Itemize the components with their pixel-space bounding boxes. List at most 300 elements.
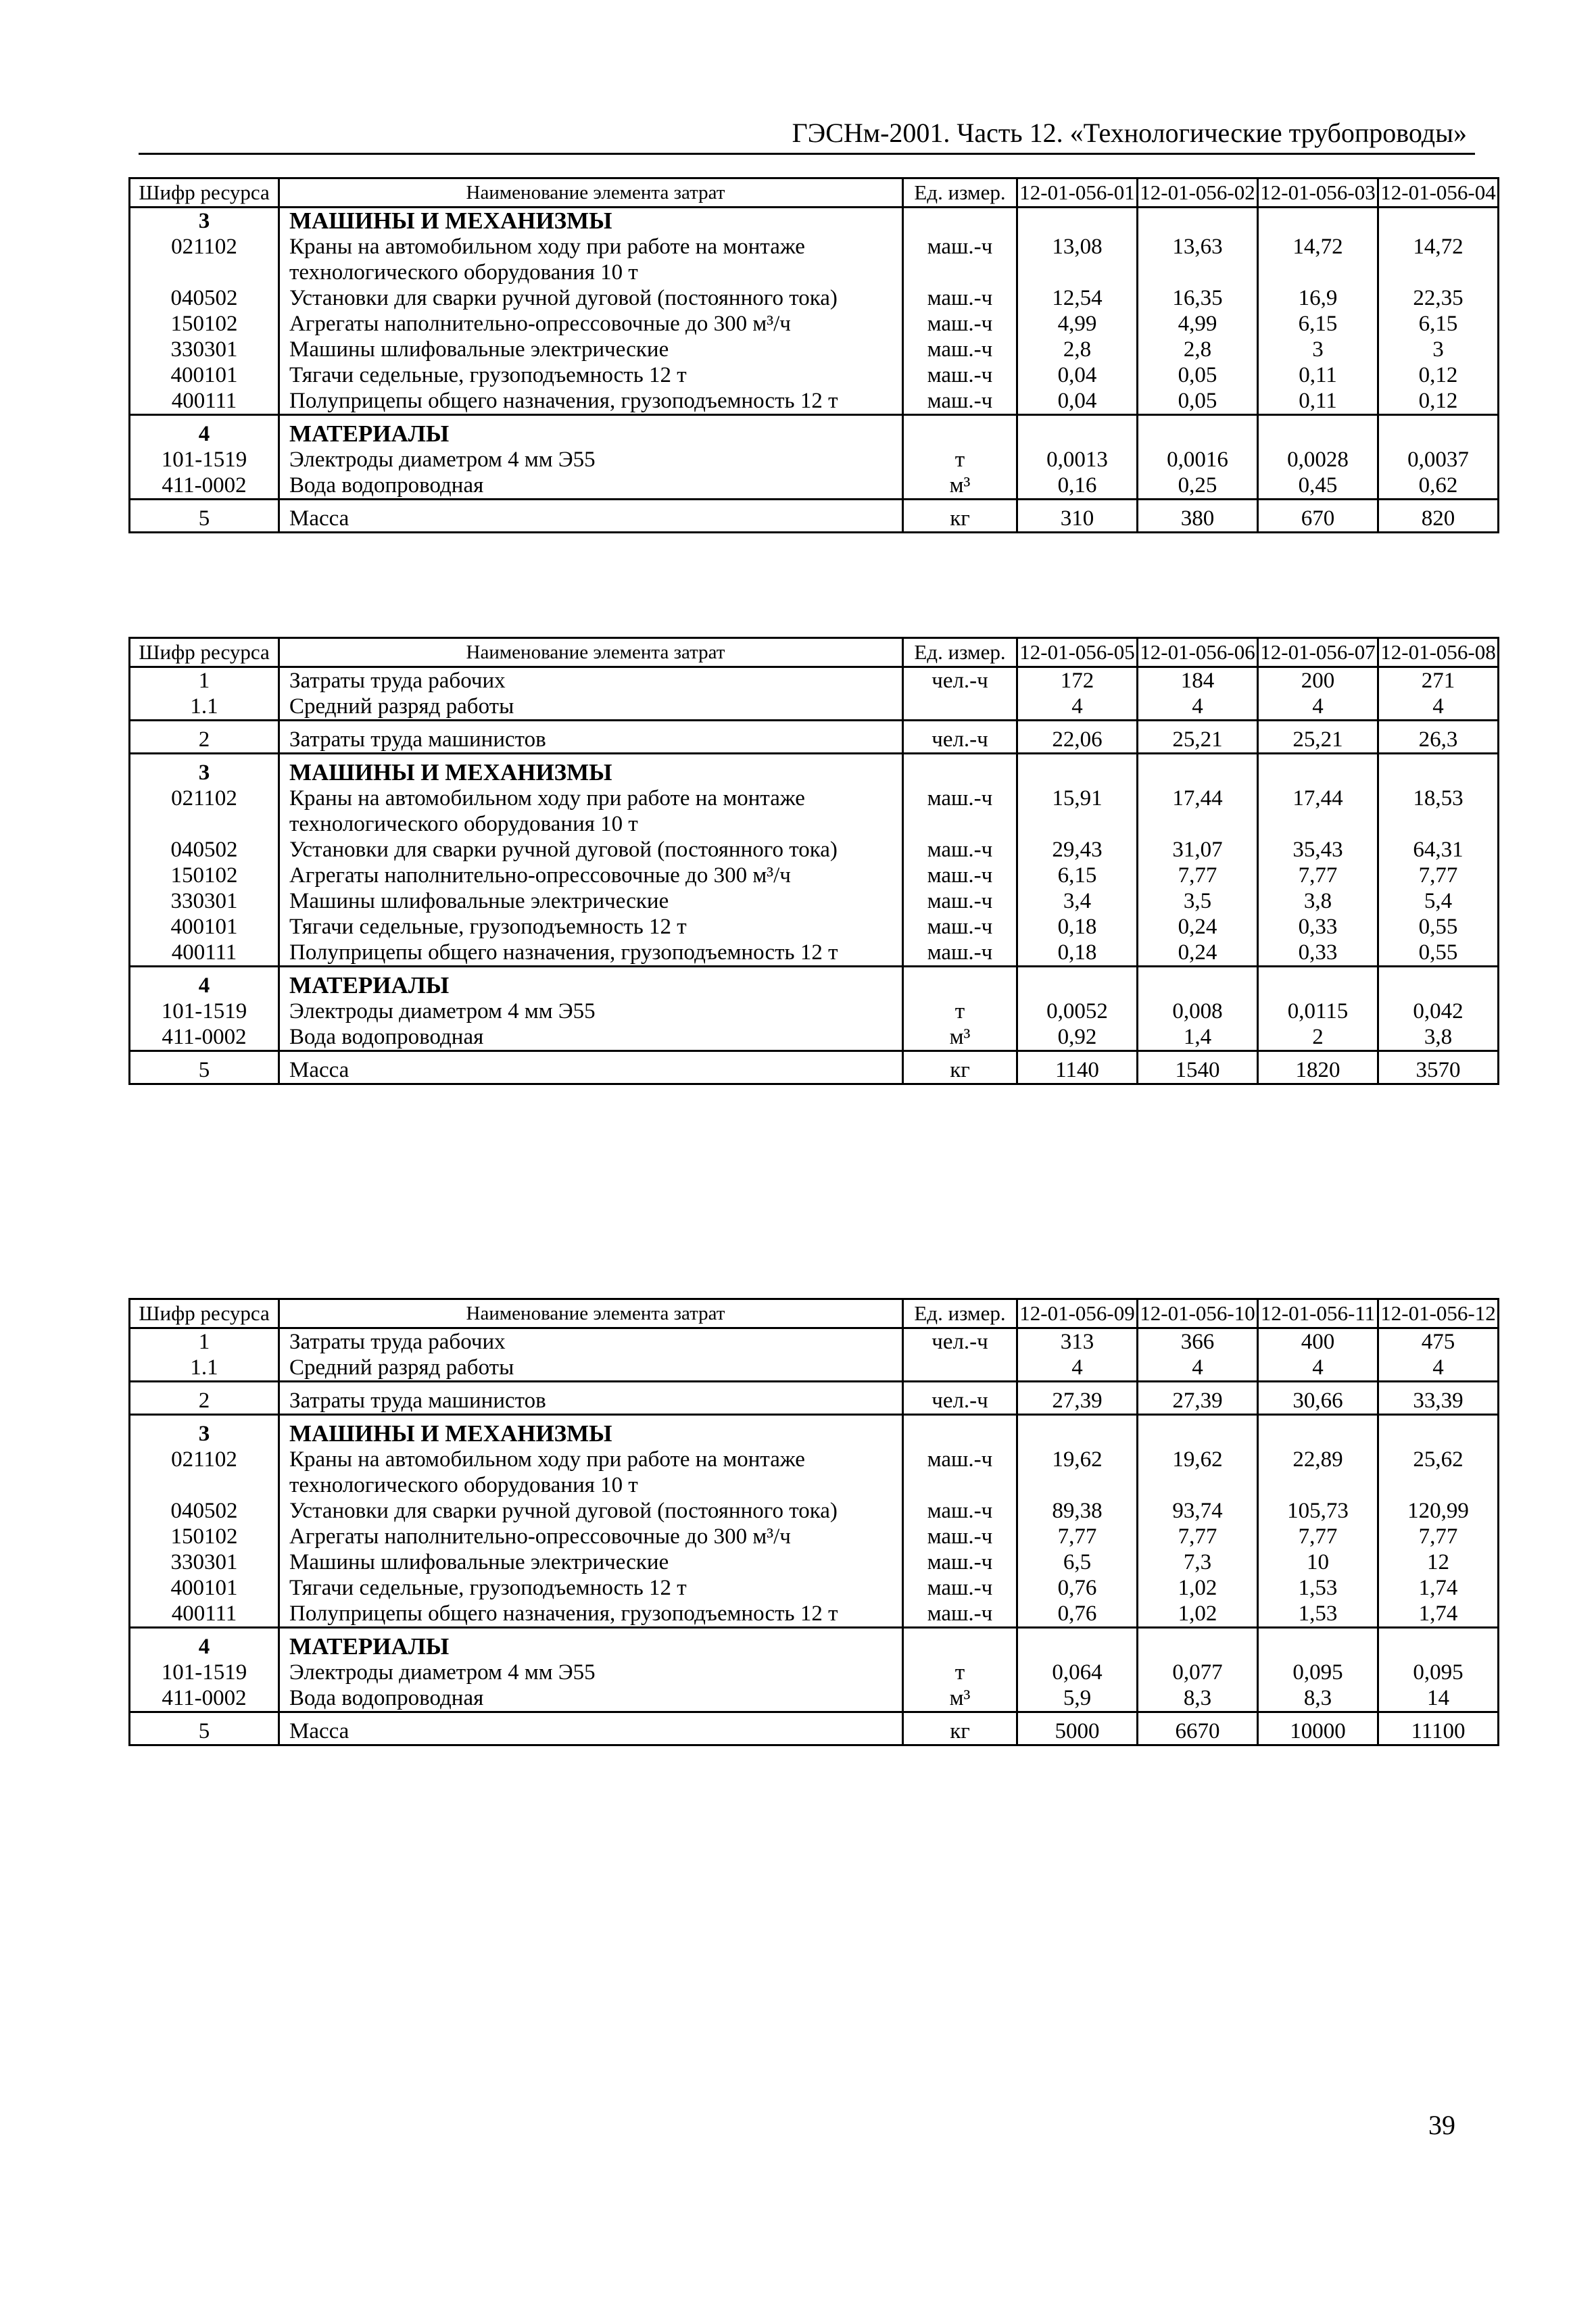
column-header-name: Наименование элемента затрат (279, 1299, 903, 1328)
row-name: Затраты труда рабочих (279, 1328, 903, 1355)
row-value: 29,43 (1017, 837, 1138, 863)
row-name: Вода водопроводная (279, 473, 903, 500)
row-value: 25,62 (1378, 1447, 1499, 1498)
row-unit (903, 1628, 1017, 1660)
column-header-norm-code: 12-01-056-10 (1138, 1299, 1258, 1328)
row-value: 400 (1258, 1328, 1378, 1355)
row-unit (903, 1415, 1017, 1447)
row-value: 15,91 (1017, 786, 1138, 837)
row-value: 120,99 (1378, 1498, 1499, 1524)
row-value: 271 (1378, 667, 1499, 694)
row-value: 4,99 (1017, 311, 1138, 337)
row-value: 3 (1378, 337, 1499, 362)
row-name: Агрегаты наполнительно-опрессовочные до 300 м³/ч (279, 311, 903, 337)
row-value: 0,33 (1258, 914, 1378, 940)
table-row (130, 694, 1499, 721)
row-name: Средний разряд работы (279, 1355, 903, 1382)
table-row (130, 1328, 1499, 1355)
row-value: 7,77 (1017, 1524, 1138, 1549)
table-header-row (130, 1299, 1499, 1328)
row-value: 5,4 (1378, 888, 1499, 914)
row-value: 3570 (1378, 1051, 1499, 1084)
row-name: Масса (279, 1051, 903, 1084)
row-value: 1140 (1017, 1051, 1138, 1084)
table-row (130, 786, 1499, 837)
row-unit: т (903, 998, 1017, 1024)
row-value (1017, 415, 1138, 448)
row-unit: маш.-ч (903, 362, 1017, 388)
column-header-norm-code: 12-01-056-07 (1258, 638, 1378, 667)
table-row (130, 1660, 1499, 1685)
row-unit (903, 754, 1017, 786)
row-code: 040502 (130, 1498, 279, 1524)
row-code: 411-0002 (130, 1685, 279, 1712)
row-value: 1,02 (1138, 1601, 1258, 1628)
row-name: Вода водопроводная (279, 1685, 903, 1712)
row-value: 820 (1378, 500, 1499, 533)
row-value: 1,53 (1258, 1575, 1378, 1601)
table-row (130, 721, 1499, 754)
row-value: 0,0037 (1378, 447, 1499, 473)
row-unit: м³ (903, 473, 1017, 500)
row-name: Затраты труда машинистов (279, 721, 903, 754)
row-value: 1820 (1258, 1051, 1378, 1084)
row-name: Электроды диаметром 4 мм Э55 (279, 447, 903, 473)
column-header-code: Шифр ресурса (130, 178, 279, 208)
row-unit: маш.-ч (903, 1524, 1017, 1549)
row-value (1138, 208, 1258, 235)
row-value: 13,63 (1138, 234, 1258, 285)
row-unit: кг (903, 1712, 1017, 1745)
row-code: 400111 (130, 940, 279, 967)
column-header-unit: Ед. измер. (903, 178, 1017, 208)
row-code: 400101 (130, 362, 279, 388)
row-value: 172 (1017, 667, 1138, 694)
row-code: 021102 (130, 786, 279, 837)
section-title: МАШИНЫ И МЕХАНИЗМЫ (279, 208, 903, 235)
row-code: 330301 (130, 1549, 279, 1575)
row-code: 400111 (130, 1601, 279, 1628)
page-title: ГЭСНм-2001. Часть 12. «Технологические трубопроводы» (792, 118, 1467, 148)
resource-table-3 (128, 1298, 1499, 1746)
row-value: 10000 (1258, 1712, 1378, 1745)
row-value: 0,04 (1017, 362, 1138, 388)
row-code: 400111 (130, 388, 279, 415)
table-row (130, 998, 1499, 1024)
row-value: 0,76 (1017, 1575, 1138, 1601)
row-value: 7,77 (1258, 1524, 1378, 1549)
row-code: 150102 (130, 311, 279, 337)
table-row (130, 500, 1499, 533)
column-header-norm-code: 12-01-056-11 (1258, 1299, 1378, 1328)
row-value: 5000 (1017, 1712, 1138, 1745)
table-row (130, 337, 1499, 362)
row-name: Масса (279, 500, 903, 533)
row-unit (903, 694, 1017, 721)
row-value: 10 (1258, 1549, 1378, 1575)
row-unit: маш.-ч (903, 1549, 1017, 1575)
row-code: 150102 (130, 1524, 279, 1549)
row-value: 93,74 (1138, 1498, 1258, 1524)
row-name: Установки для сварки ручной дуговой (постоянного тока) (279, 285, 903, 311)
row-value: 27,39 (1138, 1382, 1258, 1415)
row-value: 17,44 (1258, 786, 1378, 837)
row-value: 1,53 (1258, 1601, 1378, 1628)
row-value (1017, 1628, 1138, 1660)
row-value: 7,77 (1258, 863, 1378, 888)
row-value (1017, 967, 1138, 999)
row-code: 411-0002 (130, 473, 279, 500)
row-value: 4 (1017, 1355, 1138, 1382)
row-value: 33,39 (1378, 1382, 1499, 1415)
table-row (130, 1051, 1499, 1084)
row-unit: маш.-ч (903, 1601, 1017, 1628)
row-unit: маш.-ч (903, 234, 1017, 285)
row-unit (903, 415, 1017, 448)
column-header-norm-code: 12-01-056-08 (1378, 638, 1499, 667)
row-name: Краны на автомобильном ходу при работе на монтаже технологического оборудования 10 т (279, 786, 903, 837)
row-value: 0,18 (1017, 940, 1138, 967)
row-name: Установки для сварки ручной дуговой (постоянного тока) (279, 1498, 903, 1524)
row-name: Краны на автомобильном ходу при работе на монтаже технологического оборудования 10 т (279, 1447, 903, 1498)
section-row (130, 1415, 1499, 1447)
table-row (130, 1575, 1499, 1601)
row-value (1138, 1628, 1258, 1660)
row-value: 0,077 (1138, 1660, 1258, 1685)
row-unit: маш.-ч (903, 863, 1017, 888)
row-value: 0,05 (1138, 388, 1258, 415)
row-code: 330301 (130, 337, 279, 362)
row-value: 11100 (1378, 1712, 1499, 1745)
row-unit: маш.-ч (903, 837, 1017, 863)
column-header-name: Наименование элемента затрат (279, 638, 903, 667)
row-value: 0,0028 (1258, 447, 1378, 473)
row-value: 22,89 (1258, 1447, 1378, 1498)
row-value (1017, 754, 1138, 786)
row-value: 0,76 (1017, 1601, 1138, 1628)
row-name: Машины шлифовальные электрические (279, 337, 903, 362)
column-header-norm-code: 12-01-056-02 (1138, 178, 1258, 208)
row-value: 4 (1378, 1355, 1499, 1382)
row-code: 1 (130, 1328, 279, 1355)
row-name: Вода водопроводная (279, 1024, 903, 1051)
row-value: 31,07 (1138, 837, 1258, 863)
row-value: 0,24 (1138, 940, 1258, 967)
table-row (130, 447, 1499, 473)
row-name: Агрегаты наполнительно-опрессовочные до 300 м³/ч (279, 863, 903, 888)
table-row (130, 1382, 1499, 1415)
row-value: 313 (1017, 1328, 1138, 1355)
table-row (130, 1498, 1499, 1524)
row-code: 330301 (130, 888, 279, 914)
table-row (130, 1024, 1499, 1051)
row-name: Машины шлифовальные электрические (279, 1549, 903, 1575)
row-value: 0,0115 (1258, 998, 1378, 1024)
table-row (130, 837, 1499, 863)
row-value (1378, 1415, 1499, 1447)
row-value: 1,74 (1378, 1601, 1499, 1628)
row-value: 12 (1378, 1549, 1499, 1575)
row-name: Средний разряд работы (279, 694, 903, 721)
table-row (130, 388, 1499, 415)
row-value: 0,12 (1378, 362, 1499, 388)
row-value: 7,77 (1138, 863, 1258, 888)
row-value: 7,3 (1138, 1549, 1258, 1575)
row-value: 0,33 (1258, 940, 1378, 967)
row-value: 0,095 (1378, 1660, 1499, 1685)
row-unit: т (903, 1660, 1017, 1685)
table-row (130, 1447, 1499, 1498)
section-row (130, 967, 1499, 999)
row-code: 101-1519 (130, 447, 279, 473)
row-value: 89,38 (1017, 1498, 1138, 1524)
column-header-norm-code: 12-01-056-04 (1378, 178, 1499, 208)
row-value: 4 (1138, 694, 1258, 721)
row-value: 2,8 (1017, 337, 1138, 362)
row-unit: маш.-ч (903, 388, 1017, 415)
row-name: Полуприцепы общего назначения, грузоподъемность 12 т (279, 388, 903, 415)
row-value (1258, 415, 1378, 448)
row-value: 14,72 (1258, 234, 1378, 285)
row-value: 5,9 (1017, 1685, 1138, 1712)
row-value (1258, 1415, 1378, 1447)
section-row (130, 415, 1499, 448)
row-value: 0,18 (1017, 914, 1138, 940)
row-value: 6,15 (1258, 311, 1378, 337)
section-row (130, 754, 1499, 786)
row-value: 22,35 (1378, 285, 1499, 311)
row-value: 7,77 (1378, 1524, 1499, 1549)
row-value (1138, 754, 1258, 786)
row-unit: т (903, 447, 1017, 473)
row-value (1138, 1415, 1258, 1447)
row-value: 0,042 (1378, 998, 1499, 1024)
row-value: 64,31 (1378, 837, 1499, 863)
row-value (1138, 967, 1258, 999)
row-value (1378, 967, 1499, 999)
row-value: 1540 (1138, 1051, 1258, 1084)
row-value: 0,12 (1378, 388, 1499, 415)
row-code: 4 (130, 967, 279, 999)
table-row (130, 1355, 1499, 1382)
section-title: МАШИНЫ И МЕХАНИЗМЫ (279, 1415, 903, 1447)
table-row (130, 667, 1499, 694)
row-value: 27,39 (1017, 1382, 1138, 1415)
row-unit: маш.-ч (903, 1575, 1017, 1601)
row-name: Тягачи седельные, грузоподъемность 12 т (279, 914, 903, 940)
column-header-norm-code: 12-01-056-12 (1378, 1299, 1499, 1328)
row-value: 14,72 (1378, 234, 1499, 285)
row-value (1258, 754, 1378, 786)
row-value: 25,21 (1258, 721, 1378, 754)
table-row (130, 1685, 1499, 1712)
row-unit: маш.-ч (903, 285, 1017, 311)
table-row (130, 311, 1499, 337)
table-row (130, 234, 1499, 285)
column-header-norm-code: 12-01-056-03 (1258, 178, 1378, 208)
row-value: 1,74 (1378, 1575, 1499, 1601)
row-value: 8,3 (1138, 1685, 1258, 1712)
row-value: 0,16 (1017, 473, 1138, 500)
row-code: 101-1519 (130, 998, 279, 1024)
row-code: 040502 (130, 837, 279, 863)
row-name: Полуприцепы общего назначения, грузоподъемность 12 т (279, 1601, 903, 1628)
row-value: 17,44 (1138, 786, 1258, 837)
section-row (130, 1628, 1499, 1660)
row-value: 4 (1017, 694, 1138, 721)
column-header-norm-code: 12-01-056-09 (1017, 1299, 1138, 1328)
row-value: 22,06 (1017, 721, 1138, 754)
row-value (1017, 1415, 1138, 1447)
row-unit: маш.-ч (903, 311, 1017, 337)
row-value (1017, 208, 1138, 235)
row-code: 150102 (130, 863, 279, 888)
row-code: 400101 (130, 1575, 279, 1601)
row-code: 5 (130, 1712, 279, 1745)
row-value: 6670 (1138, 1712, 1258, 1745)
row-value: 0,095 (1258, 1660, 1378, 1685)
row-value: 4 (1378, 694, 1499, 721)
row-value: 3,8 (1378, 1024, 1499, 1051)
row-code: 2 (130, 721, 279, 754)
row-name: Затраты труда рабочих (279, 667, 903, 694)
row-value: 7,77 (1138, 1524, 1258, 1549)
row-name: Электроды диаметром 4 мм Э55 (279, 1660, 903, 1685)
table-row (130, 863, 1499, 888)
row-value: 0,25 (1138, 473, 1258, 500)
row-value: 2 (1258, 1024, 1378, 1051)
column-header-norm-code: 12-01-056-05 (1017, 638, 1138, 667)
row-value: 1,02 (1138, 1575, 1258, 1601)
section-title: МАТЕРИАЛЫ (279, 967, 903, 999)
table-row (130, 1524, 1499, 1549)
section-title: МАШИНЫ И МЕХАНИЗМЫ (279, 754, 903, 786)
row-name: Установки для сварки ручной дуговой (постоянного тока) (279, 837, 903, 863)
row-name: Затраты труда машинистов (279, 1382, 903, 1415)
row-value: 0,62 (1378, 473, 1499, 500)
row-code: 4 (130, 1628, 279, 1660)
row-code: 021102 (130, 234, 279, 285)
table-row (130, 1601, 1499, 1628)
row-unit: м³ (903, 1024, 1017, 1051)
row-code: 5 (130, 500, 279, 533)
table-header-row (130, 178, 1499, 208)
row-name: Электроды диаметром 4 мм Э55 (279, 998, 903, 1024)
row-value: 30,66 (1258, 1382, 1378, 1415)
row-value: 0,24 (1138, 914, 1258, 940)
row-value: 366 (1138, 1328, 1258, 1355)
table-row (130, 362, 1499, 388)
table-row (130, 1712, 1499, 1745)
row-value: 3,5 (1138, 888, 1258, 914)
row-value: 4 (1258, 694, 1378, 721)
row-value (1378, 208, 1499, 235)
table-row (130, 914, 1499, 940)
row-value (1258, 1628, 1378, 1660)
page-number: 39 (1428, 2110, 1455, 2140)
row-unit: м³ (903, 1685, 1017, 1712)
row-name: Полуприцепы общего назначения, грузоподъемность 12 т (279, 940, 903, 967)
row-value: 1,4 (1138, 1024, 1258, 1051)
resource-table-1 (128, 177, 1499, 533)
row-value: 13,08 (1017, 234, 1138, 285)
row-name: Агрегаты наполнительно-опрессовочные до 300 м³/ч (279, 1524, 903, 1549)
row-code: 040502 (130, 285, 279, 311)
column-header-code: Шифр ресурса (130, 638, 279, 667)
row-unit (903, 208, 1017, 235)
row-unit: маш.-ч (903, 1498, 1017, 1524)
row-code: 021102 (130, 1447, 279, 1498)
row-value: 200 (1258, 667, 1378, 694)
row-value: 0,0016 (1138, 447, 1258, 473)
row-value: 8,3 (1258, 1685, 1378, 1712)
page-header (139, 114, 1475, 155)
row-value: 2,8 (1138, 337, 1258, 362)
row-value: 475 (1378, 1328, 1499, 1355)
table-row (130, 940, 1499, 967)
row-unit: чел.-ч (903, 1382, 1017, 1415)
row-value: 0,064 (1017, 1660, 1138, 1685)
row-value: 19,62 (1138, 1447, 1258, 1498)
column-header-norm-code: 12-01-056-01 (1017, 178, 1138, 208)
row-value: 0,0052 (1017, 998, 1138, 1024)
row-value: 3,8 (1258, 888, 1378, 914)
row-value: 16,9 (1258, 285, 1378, 311)
row-value: 3,4 (1017, 888, 1138, 914)
column-header-unit: Ед. измер. (903, 1299, 1017, 1328)
column-header-unit: Ед. измер. (903, 638, 1017, 667)
row-name: Краны на автомобильном ходу при работе на монтаже технологического оборудования 10 т (279, 234, 903, 285)
row-code: 400101 (130, 914, 279, 940)
row-value: 4 (1258, 1355, 1378, 1382)
row-value: 0,92 (1017, 1024, 1138, 1051)
row-value: 380 (1138, 500, 1258, 533)
row-value: 0,05 (1138, 362, 1258, 388)
row-code: 3 (130, 208, 279, 235)
column-header-name: Наименование элемента затрат (279, 178, 903, 208)
row-value (1258, 967, 1378, 999)
row-value: 6,15 (1378, 311, 1499, 337)
row-value (1378, 754, 1499, 786)
row-code: 1.1 (130, 1355, 279, 1382)
row-code: 2 (130, 1382, 279, 1415)
row-unit: маш.-ч (903, 1447, 1017, 1498)
row-name: Тягачи седельные, грузоподъемность 12 т (279, 362, 903, 388)
section-title: МАТЕРИАЛЫ (279, 1628, 903, 1660)
row-unit: чел.-ч (903, 1328, 1017, 1355)
row-value: 0,45 (1258, 473, 1378, 500)
row-unit: маш.-ч (903, 786, 1017, 837)
row-unit: маш.-ч (903, 888, 1017, 914)
row-value (1378, 415, 1499, 448)
row-value: 184 (1138, 667, 1258, 694)
row-unit: маш.-ч (903, 914, 1017, 940)
row-value: 4,99 (1138, 311, 1258, 337)
row-unit: маш.-ч (903, 337, 1017, 362)
row-value: 0,55 (1378, 914, 1499, 940)
row-value: 0,04 (1017, 388, 1138, 415)
row-value: 19,62 (1017, 1447, 1138, 1498)
table-row (130, 888, 1499, 914)
table-row (130, 473, 1499, 500)
row-code: 3 (130, 1415, 279, 1447)
row-unit: чел.-ч (903, 721, 1017, 754)
row-value: 0,008 (1138, 998, 1258, 1024)
row-value: 16,35 (1138, 285, 1258, 311)
row-value (1138, 415, 1258, 448)
column-header-norm-code: 12-01-056-06 (1138, 638, 1258, 667)
row-value: 18,53 (1378, 786, 1499, 837)
